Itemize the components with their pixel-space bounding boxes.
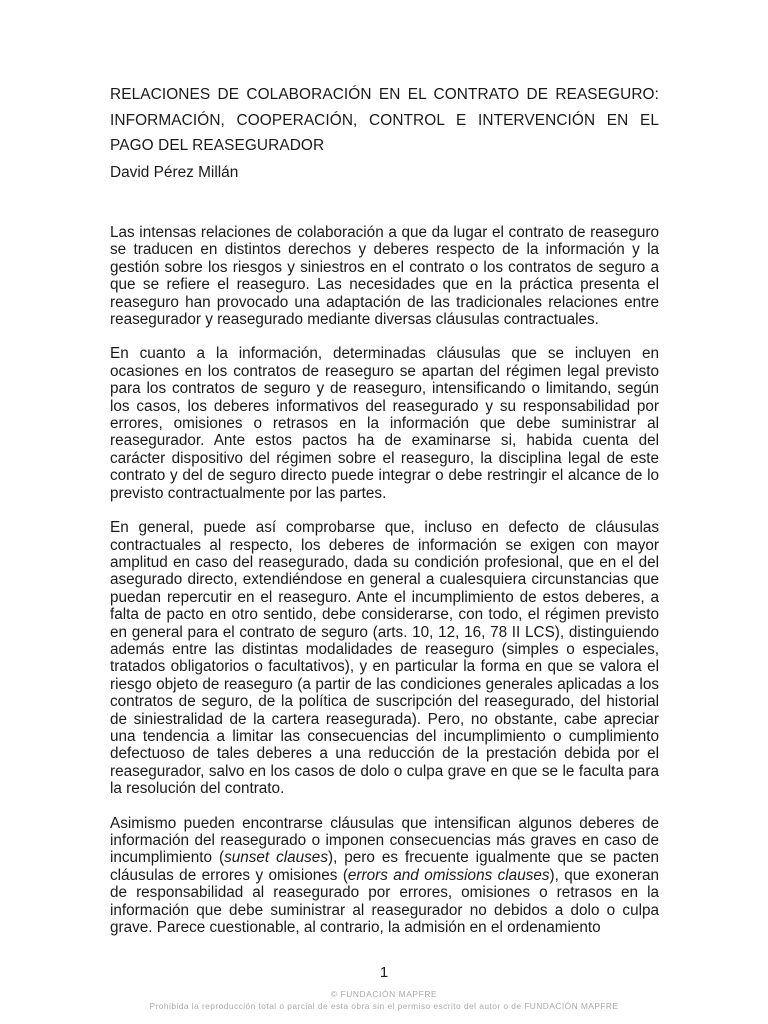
errors-omissions-term: errors and omissions clauses <box>347 866 550 884</box>
footer-notice: Prohibida la reproducción total o parcial de esta obra sin el permiso escrito del autor o de FUNDACIÓN MAPFRE <box>149 1001 619 1011</box>
document-title: RELACIONES DE COLABORACIÓN EN EL CONTRATO DE REASEGURO: INFORMACIÓN, COOPERACIÓN, CONTROL E INTERVENCIÓN EN EL PAGO DEL REASEGURADOR <box>110 86 659 154</box>
document-body <box>110 224 659 936</box>
paragraph-2: En cuanto a la información, determinadas cláusulas que se incluyen en ocasiones en los contratos de reaseguro se apartan del régimen legal previsto para los contratos de seguro y de reaseguro, intensificando o limitando, según los casos, los deberes informativos del reasegurado y su responsabilidad por errores, omisiones o retrasos en la información que debe suministrar al reasegurador. Ante estos pactos ha de examinarse si, habida cuenta del carácter dispositivo del régimen sobre el reaseguro, la disciplina legal de este contrato y del de seguro directo puede integrar o debe restringir el alcance de lo previsto contractualmente por las partes. <box>110 345 659 502</box>
paragraph-3: En general, puede así comprobarse que, incluso en defecto de cláusulas contractuales al respecto, los deberes de información se exigen con mayor amplitud en caso del reasegurado, dada su condición profesional, que en el del asegurado directo, extendiéndose en general a cualesquiera circunstancias que puedan repercutir en el reaseguro. Ante el incumplimiento de estos deberes, a falta de pacto en otro sentido, debe considerarse, con todo, el régimen previsto en general para el contrato de seguro (arts. 10, 12, 16, 78 II LCS), distinguiendo además entre las distintas modalidades de reaseguro (simples o especiales, tratados obligatorios o facultativos), y en particular la forma en que se valora el riesgo objeto de reaseguro (a partir de las condiciones generales aplicadas a los contratos de seguro, de la política de suscripción del reasegurado, del historial de siniestralidad de la cartera reasegurada). Pero, no obstante, cabe apreciar una tendencia a limitar las consecuencias del incumplimiento o cumplimiento defectuoso de tales deberes a una reducción de la prestación debida por el reasegurador, salvo en los casos de dolo o culpa grave en que se le faculta para la resolución del contrato. <box>110 519 659 798</box>
document-author: David Pérez Millán <box>110 163 239 181</box>
paragraph-4-text-b: ), pero es frecuente igualmente que se pacten cláusulas de errores y omisiones ( <box>110 849 659 884</box>
footer-copyright: © FUNDACIÓN MAPFRE <box>330 989 438 999</box>
page-number: 1 <box>379 964 389 981</box>
paragraph-1: Las intensas relaciones de colaboración a que da lugar el contrato de reaseguro se traducen en distintos derechos y deberes respecto de la información y la gestión sobre los riesgos y siniestros en el contrato o los contratos de seguro a que se refiere el reaseguro. Las necesidades que en la práctica presenta el reaseguro han provocado una adaptación de las tradicionales relaciones entre reasegurador y reasegurado mediante diversas cláusulas contractuales. <box>110 224 659 329</box>
paragraph-4 <box>110 815 659 937</box>
document-page <box>110 82 659 953</box>
paragraph-4-text-c: ), que exoneran de responsabilidad al reasegurado por errores, omisiones o retrasos en la información que debe suministrar al reasegurador no debidos a dolo o culpa grave. Parece cuestionable, al contrario, la admisión en el ordenamiento <box>110 866 659 937</box>
sunset-clauses-term: sunset clauses <box>224 849 328 867</box>
paragraph-4-text-a: Asimismo pueden encontrarse cláusulas que intensifican algunos deberes de información del reasegurado o imponen consecuencias más graves en caso de incumplimiento ( <box>110 814 659 867</box>
